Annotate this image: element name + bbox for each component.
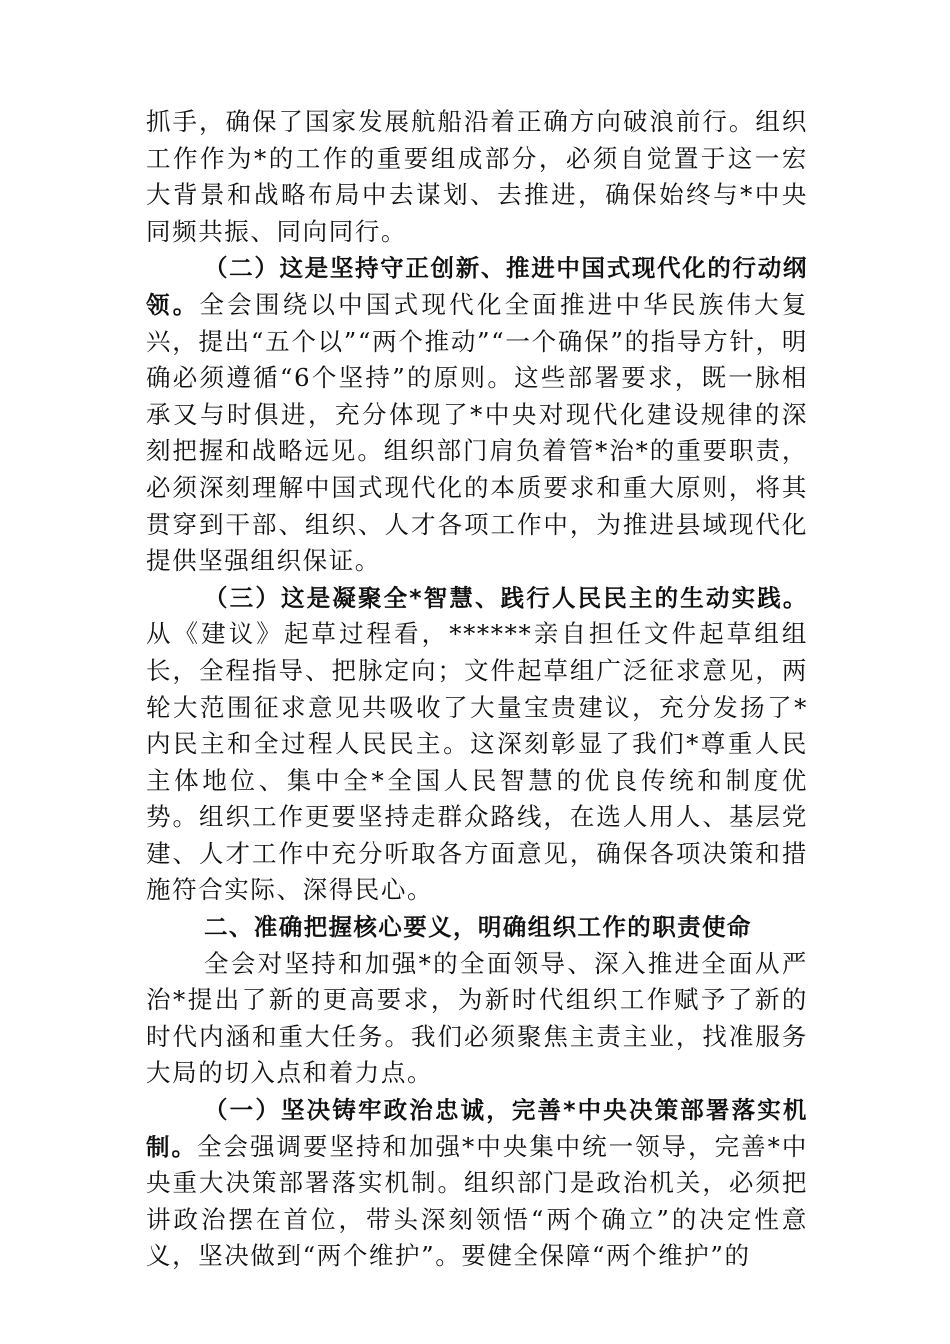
continuation-paragraph xyxy=(146,104,808,250)
paragraph-text: 抓手，确保了国家发展航船沿着正确方向破浪前行。组织工作作为*的工作的重要组成部分，必须自觉置于这一宏大背景和战略布局中去谋划、去推进，确保始终与*中央同频共振、同向同行。 xyxy=(146,107,808,246)
paragraph-lead-heading: （三）这是凝聚全*智慧、践行人民民主的生动实践。 xyxy=(204,583,808,612)
paragraph-text: 从《建议》起草过程看，******亲自担任文件起草组组长，全程指导、把脉定向；文件起草组广泛征求意见，两轮大范围征求意见共吸收了大量宝贵建议，充分发扬了*内民主和全过程人民民主。这深刻彰显了我们*尊重人民主体地位、集中全*全国人民智慧的优良传统和制度优势。组织工作更要坚持走群众路线，在选人用人、基层党建、人才工作中充分听取各方面意见，确保各项决策和措施符合实际、深得民心。 xyxy=(146,619,808,905)
paragraph-text: 全会围绕以中国式现代化全面推进中华民族伟大复兴，提出“五个以”“两个推动”“一个确保”的指导方针，明确必须遵循“6个坚持”的原则。这些部署要求，既一脉相承又与时俱进，充分体现了*中央对现代化建设规律的深刻把握和战略远见。组织部门肩负着管*治*的重要职责，必须深刻理解中国式现代化的本质要求和重大原则，将其贯穿到干部、组织、人才各项工作中，为推进县域现代化提供坚强组织保证。 xyxy=(146,289,809,576)
section-2-intro-paragraph xyxy=(146,946,808,1092)
section-1-3-paragraph xyxy=(146,580,808,909)
document-body xyxy=(146,104,808,1275)
paragraph-text: 全会强调要坚持和加强*中央集中统一领导，完善*中央重大决策部署落实机制。组织部门是政治机关，必须把讲政治摆在首位，带头深刻领悟“两个确立”的决定性意义，坚决做到“两个维护”。要健全保障“两个维护”的 xyxy=(146,1131,808,1271)
section-2-heading: 二、准确把握核心要义，明确组织工作的职责使命 xyxy=(204,913,752,942)
section-1-2-paragraph xyxy=(146,250,808,579)
paragraph-lead-heading: （一）坚决铸牢政治忠诚，完善*中央决策部署落实机制。 xyxy=(146,1096,808,1161)
paragraph-text: 全会对坚持和加强*的全面领导、深入推进全面从严治*提出了新的更高要求，为新时代组织工作赋予了新的时代内涵和重大任务。我们必须聚焦主责主业，找准服务大局的切入点和着力点。 xyxy=(146,948,808,1088)
section-2-1-paragraph xyxy=(146,1092,808,1275)
paragraph-lead-heading: （二）这是坚持守正创新、推进中国式现代化的行动纲领。 xyxy=(146,254,808,319)
